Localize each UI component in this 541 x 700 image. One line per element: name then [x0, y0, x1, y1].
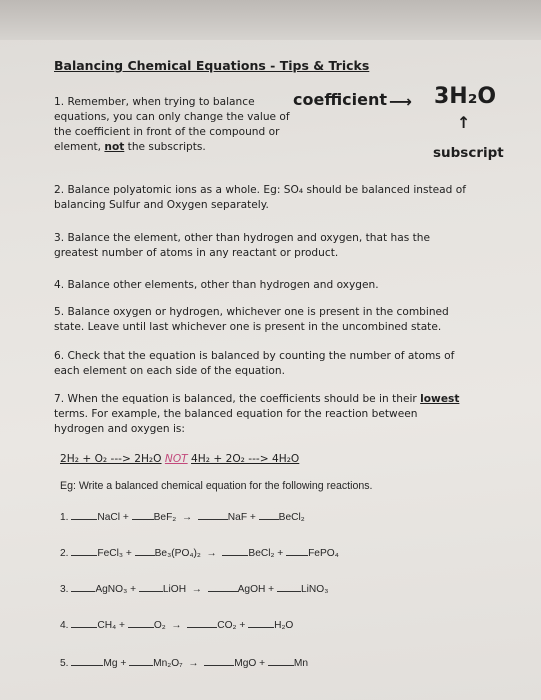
- not-label: NOT: [164, 453, 188, 465]
- tip-5-line-2: state. Leave until last whichever one is present in the uncombined state.: [54, 321, 442, 333]
- reactant-1: NaCl +: [97, 512, 129, 523]
- equation-number: 5.: [60, 658, 69, 669]
- tip-1-line-4-post: the subscripts.: [124, 141, 206, 153]
- product-2: LiNO₃: [300, 584, 329, 595]
- reactant-1: FeCl₃ +: [97, 548, 132, 559]
- water-formula: 3H₂O: [434, 84, 497, 109]
- tip-7-line-2: terms. For example, the balanced equation for the reaction between: [54, 408, 418, 420]
- tip-1-line-1: 1. Remember, when trying to balance: [54, 96, 255, 108]
- coefficient-blank[interactable]: [129, 654, 153, 666]
- tip-3-line-1: 3. Balance the element, other than hydrogen and oxygen, that has the: [54, 232, 430, 244]
- coefficient-blank[interactable]: [259, 508, 279, 520]
- tip-2-line-1: 2. Balance polyatomic ions as a whole. Eg: SO₄ should be balanced instead of: [54, 184, 466, 196]
- product-2: H₂O: [274, 620, 294, 631]
- tip-6-line-1: 6. Check that the equation is balanced by counting the number of atoms of: [54, 350, 455, 362]
- coefficient-blank[interactable]: [286, 544, 308, 556]
- tip-7-line-1-pre: 7. When the equation is balanced, the coefficients should be in their: [54, 393, 421, 405]
- tip-5-line-1: 5. Balance oxygen or hydrogen, whichever one is present in the combined: [54, 306, 449, 318]
- coefficient-blank[interactable]: [71, 654, 103, 666]
- page-top-shadow: [0, 0, 541, 40]
- reactant-2: LiOH: [162, 584, 187, 595]
- product-2: BeCl₂: [278, 512, 305, 523]
- coefficient-blank[interactable]: [204, 654, 234, 666]
- yields-arrow-icon: →: [188, 658, 199, 669]
- tip-1-line-4: [54, 140, 206, 155]
- tip-1-line-2: equations, you can only change the value of: [54, 111, 290, 123]
- reactant-2: Be₃(PO₄)₂: [154, 548, 201, 559]
- coefficient-blank[interactable]: [128, 616, 154, 628]
- product-1: BeCl₂ +: [248, 548, 284, 559]
- tip-2-line-2: balancing Sulfur and Oxygen separately.: [54, 199, 269, 211]
- yields-arrow-icon: →: [171, 620, 182, 631]
- coefficient-blank[interactable]: [198, 508, 228, 520]
- product-1: AgOH +: [237, 584, 275, 595]
- reactant-2: BeF₂: [153, 512, 177, 523]
- correct-equation: 2H₂ + O₂ ---> 2H₂O: [60, 453, 162, 465]
- worksheet-title: Balancing Chemical Equations - Tips & Tricks: [54, 58, 370, 73]
- product-2: Mn: [293, 658, 309, 669]
- product-1: NaF +: [227, 512, 256, 523]
- equation-row: [60, 616, 293, 631]
- equation-row: [60, 654, 308, 669]
- tip-1-line-4-pre: element,: [54, 141, 105, 153]
- reactant-2: Mn₂O₇: [153, 658, 183, 669]
- arrow-up-icon: ↑: [457, 113, 471, 132]
- coefficient-blank[interactable]: [248, 616, 274, 628]
- equation-row: [60, 544, 339, 559]
- reactant-1: Mg +: [103, 658, 127, 669]
- product-1: MgO +: [234, 658, 266, 669]
- arrow-right-icon: ⟶: [389, 92, 412, 111]
- coefficient-blank[interactable]: [71, 508, 97, 520]
- reactant-1: AgNO₃ +: [95, 584, 137, 595]
- coefficient-label: coefficient: [293, 90, 388, 109]
- equation-number: 2.: [60, 548, 69, 559]
- example-equation-line: [60, 452, 299, 467]
- product-2: FePO₄: [308, 548, 339, 559]
- coefficient-blank[interactable]: [71, 544, 97, 556]
- subscript-label: subscript: [433, 145, 504, 161]
- reactant-2: O₂: [153, 620, 166, 631]
- tip-4: 4. Balance other elements, other than hydrogen and oxygen.: [54, 279, 379, 291]
- tip-3-line-2: greatest number of atoms in any reactant or product.: [54, 247, 339, 259]
- coefficient-blank[interactable]: [135, 544, 155, 556]
- tip-6-line-2: each element on each side of the equation.: [54, 365, 285, 377]
- coefficient-blank[interactable]: [187, 616, 217, 628]
- product-1: CO₂ +: [217, 620, 246, 631]
- wrong-equation: 4H₂ + 2O₂ ---> 4H₂O: [191, 453, 300, 465]
- coefficient-blank[interactable]: [71, 580, 95, 592]
- equation-number: 1.: [60, 512, 69, 523]
- tip-7-line-1: [54, 392, 459, 407]
- yields-arrow-icon: →: [191, 584, 202, 595]
- yields-arrow-icon: →: [206, 548, 217, 559]
- coefficient-blank[interactable]: [139, 580, 163, 592]
- tip-1-line-3: the coefficient in front of the compound or: [54, 126, 280, 138]
- coefficient-blank[interactable]: [132, 508, 154, 520]
- equation-row: [60, 580, 328, 595]
- yields-arrow-icon: →: [181, 512, 193, 523]
- exercise-prompt: Eg: Write a balanced chemical equation for the following reactions.: [60, 480, 373, 492]
- equation-row: [60, 508, 305, 523]
- coefficient-blank[interactable]: [71, 616, 97, 628]
- coefficient-blank[interactable]: [222, 544, 248, 556]
- reactant-1: CH₄ +: [97, 620, 125, 631]
- equation-number: 3.: [60, 584, 69, 595]
- coefficient-blank[interactable]: [208, 580, 238, 592]
- equation-number: 4.: [60, 620, 69, 631]
- tip-7-line-3: hydrogen and oxygen is:: [54, 423, 185, 435]
- tip-7-lowest-emphasis: lowest: [420, 393, 460, 405]
- coefficient-blank[interactable]: [277, 580, 301, 592]
- tip-1-not-emphasis: not: [104, 141, 125, 153]
- coefficient-blank[interactable]: [268, 654, 294, 666]
